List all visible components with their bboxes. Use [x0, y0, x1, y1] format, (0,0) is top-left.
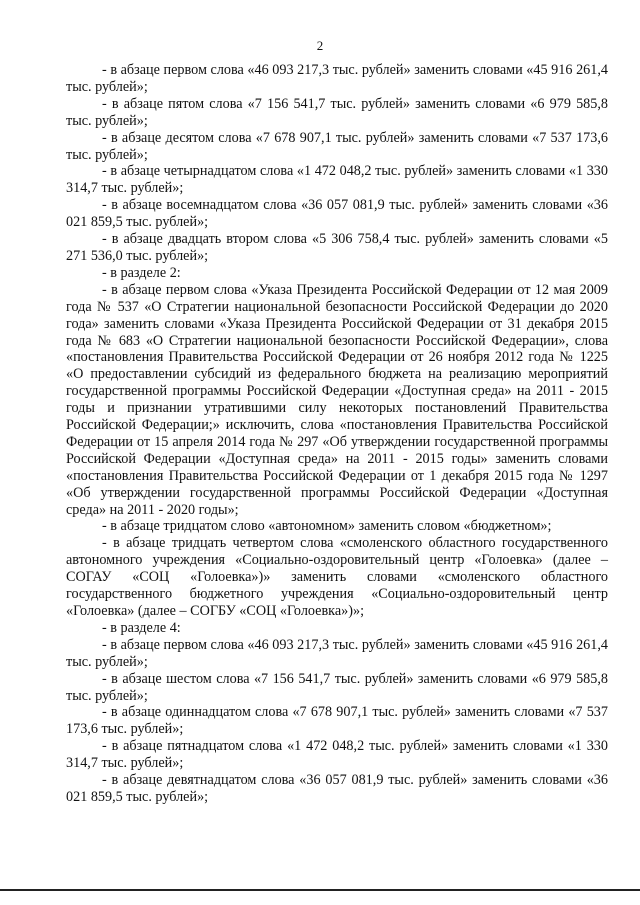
- section-heading: - в разделе 2:: [102, 264, 181, 281]
- amendment-paragraph: - в абзаце девятнадцатом слова «36 057 081,9 тыс. рублей» заменить словами «36 021 859,5 тыс. рублей»;: [66, 772, 608, 805]
- section-heading: - в разделе 4:: [102, 619, 181, 636]
- amendment-paragraph: - в абзаце одиннадцатом слова «7 678 907,1 тыс. рублей» заменить словами «7 537 173,6 тыс. рублей»;: [66, 704, 608, 738]
- amendment-paragraph: - в абзаце пятом слова «7 156 541,7 тыс. рублей» заменить словами «6 979 585,8 тыс. рублей»;: [66, 95, 608, 129]
- amendment-paragraph: - в абзаце шестом слова «7 156 541,7 тыс. рублей» заменить словами «6 979 585,8 тыс. рублей»;: [66, 670, 608, 704]
- amendment-paragraph: - в абзаце двадцать втором слова «5 306 758,4 тыс. рублей» заменить словами «5 271 536,0 тыс. рублей»;: [66, 231, 608, 264]
- amendment-paragraph: - в абзаце первом слова «46 093 217,3 тыс. рублей» заменить словами «45 916 261,4 тыс. рублей»;: [66, 636, 608, 670]
- page-number: 2: [316, 38, 324, 53]
- page-bottom-rule: [0, 889, 640, 891]
- amendment-paragraph: - в абзаце первом слова «46 093 217,3 тыс. рублей» заменить словами «45 916 261,4 тыс. рублей»;: [66, 62, 608, 95]
- document-body: [66, 62, 608, 806]
- amendment-paragraph: - в абзаце тридцатом слово «автономном» заменить словом «бюджетном»;: [102, 518, 552, 535]
- amendment-paragraph: - в абзаце пятнадцатом слова «1 472 048,2 тыс. рублей» заменить словами «1 330 314,7 тыс. рублей»;: [66, 738, 608, 772]
- amendment-paragraph: - в абзаце тридцать четвертом слова «смоленского областного государственного автономного учреждения «Социально-оздоровительный центр «Голоевка» (далее – СОГАУ «СОЦ «Голоевка»)» заменить словами «смоленского областного государственного бюджетного учреждения «Социально-оздоровительный центр «Голоевка» (далее – СОГБУ «СОЦ «Голоевка»)»;: [66, 535, 608, 619]
- amendment-paragraph: - в абзаце восемнадцатом слова «36 057 081,9 тыс. рублей» заменить словами «36 021 859,5 тыс. рублей»;: [66, 197, 608, 231]
- amendment-paragraph: - в абзаце первом слова «Указа Президента Российской Федерации от 12 мая 2009 года № 537 «О Стратегии национальной безопасности Российской Федерации до 2020 года» заменить словами «Указа Президента Российской Федерации от 31 декабря 2015 года № 683 «О Стратегии национальной безопасности Российской Федерации», слова «постановления Правительства Российской Федерации от 26 ноября 2012 года № 1225 «О предоставлении субсидий из федерального бюджета на реализацию мероприятий государственной программы Российской Федерации «Доступная среда» на 2011 - 2015 годы и признании утратившими силу некоторых постановлений Правительства Российской Федерации;» исключить, слова «постановления Правительства Российской Федерации от 15 апреля 2014 года № 297 «Об утверждении государственной программы Российской Федерации «Доступная среда» на 2011 - 2015 годы» заменить словами «постановления Правительства Российской Федерации от 1 декабря 2015 года № 1297 «Об утверждении государственной программы Российской Федерации «Доступная среда» на 2011 - 2020 годы»;: [66, 281, 608, 518]
- amendment-paragraph: - в абзаце четырнадцатом слова «1 472 048,2 тыс. рублей» заменить словами «1 330 314,7 тыс. рублей»;: [66, 163, 608, 197]
- amendment-paragraph: - в абзаце десятом слова «7 678 907,1 тыс. рублей» заменить словами «7 537 173,6 тыс. рублей»;: [66, 129, 608, 163]
